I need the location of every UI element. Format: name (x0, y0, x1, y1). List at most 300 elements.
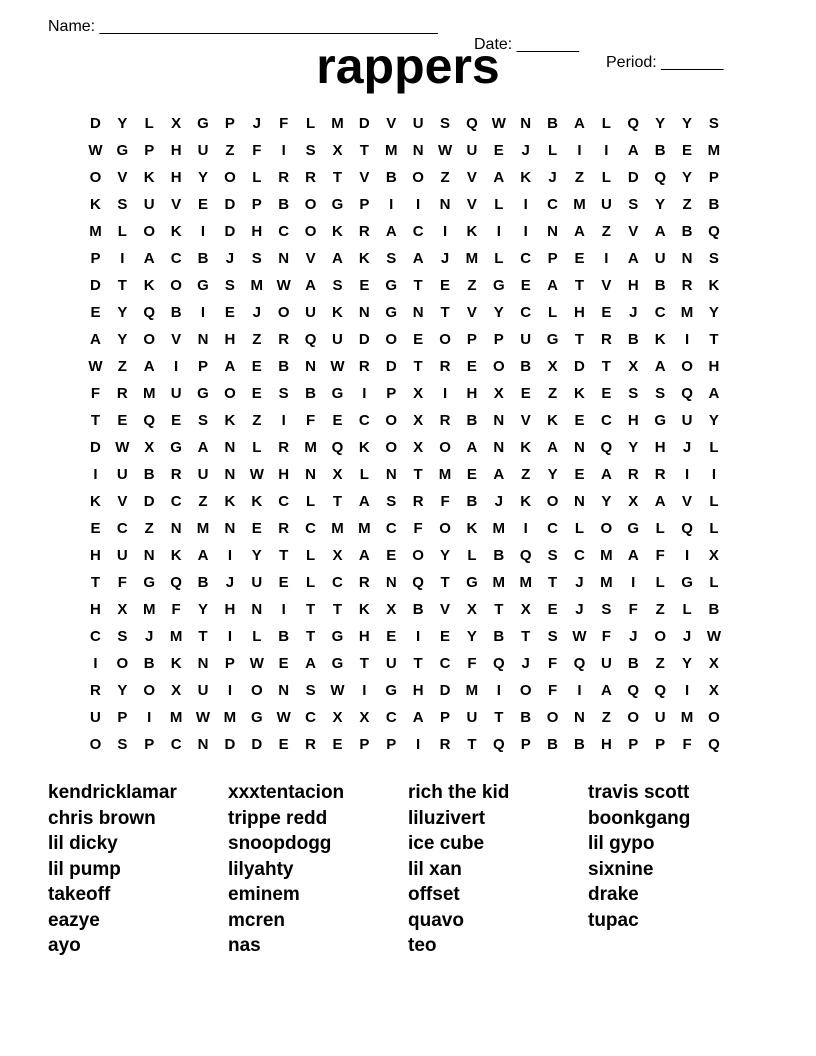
grid-letter: B (520, 709, 532, 726)
grid-letter: T (601, 358, 611, 375)
grid-letter: E (278, 655, 289, 672)
grid-letter: K (90, 196, 101, 213)
word-bank-item: quavo (408, 909, 464, 931)
grid-letter: H (412, 682, 424, 699)
grid-letter: T (332, 169, 343, 186)
grid-letter: M (680, 709, 694, 726)
grid-letter: P (251, 196, 262, 213)
grid-letter: K (170, 223, 182, 240)
grid-letter: F (601, 628, 611, 645)
grid-letter: L (494, 196, 504, 213)
grid-letter: Q (331, 439, 344, 456)
grid-letter: T (279, 547, 289, 564)
grid-letter: L (252, 439, 262, 456)
grid-letter: I (120, 250, 125, 267)
grid-letter: U (466, 709, 478, 726)
grid-letter: Z (682, 196, 692, 213)
grid-letter: B (385, 169, 397, 186)
grid-letter: R (681, 277, 693, 294)
grid-letter: H (627, 277, 639, 294)
grid-letter: D (90, 439, 101, 456)
grid-letter: A (385, 223, 397, 240)
grid-letter: M (600, 574, 613, 591)
grid-letter: Z (548, 385, 558, 402)
grid-letter: I (389, 196, 394, 213)
grid-letter: B (627, 331, 639, 348)
grid-letter: I (684, 466, 690, 483)
grid-letter: V (117, 169, 128, 186)
grid-letter: O (143, 682, 156, 699)
grid-letter: B (627, 655, 639, 672)
grid-letter: H (358, 628, 370, 645)
grid-letter: K (170, 547, 182, 564)
grid-letter: O (116, 655, 129, 672)
grid-letter: K (358, 439, 370, 456)
grid-letter: H (224, 601, 236, 618)
grid-letter: G (331, 628, 344, 645)
grid-letter: S (628, 196, 639, 213)
grid-letter: Q (708, 736, 720, 753)
grid-letter: U (520, 331, 532, 348)
grid-letter: T (494, 709, 504, 726)
grid-letter: D (143, 493, 155, 510)
grid-letter: K (90, 493, 101, 510)
grid-letter: A (90, 331, 101, 348)
grid-letter: M (707, 142, 721, 159)
grid-letter: N (547, 223, 558, 240)
word-bank-item: tupac (588, 909, 639, 931)
grid-letter: R (278, 331, 290, 348)
grid-letter: I (362, 682, 367, 699)
grid-letter: M (680, 304, 694, 321)
grid-letter: O (681, 358, 693, 375)
grid-letter: P (520, 736, 531, 753)
grid-letter: W (115, 439, 130, 456)
grid-letter: L (601, 169, 611, 186)
grid-letter: F (628, 601, 638, 618)
grid-letter: I (523, 196, 528, 213)
grid-letter: F (252, 142, 262, 159)
grid-letter: T (359, 655, 369, 672)
grid-letter: A (224, 358, 236, 375)
grid-letter: T (359, 142, 369, 159)
grid-letter: K (466, 223, 478, 240)
grid-letter: C (385, 709, 397, 726)
grid-letter: F (682, 736, 692, 753)
grid-letter: J (145, 628, 154, 645)
grid-letter: S (708, 115, 719, 132)
grid-letter: S (251, 250, 262, 267)
grid-letter: A (574, 223, 585, 240)
grid-letter: R (439, 412, 451, 429)
grid-letter: Z (144, 520, 154, 537)
grid-letter: U (412, 115, 424, 132)
grid-letter: J (252, 115, 261, 132)
grid-letter: R (439, 358, 451, 375)
grid-letter: L (682, 601, 692, 618)
grid-letter: J (521, 655, 530, 672)
grid-letter: B (708, 196, 720, 213)
grid-letter: X (332, 547, 343, 564)
grid-letter: M (465, 682, 479, 699)
grid-letter: L (709, 493, 719, 510)
grid-letter: K (358, 250, 370, 267)
grid-letter: M (331, 520, 344, 537)
grid-letter: U (385, 655, 397, 672)
grid-letter: M (519, 574, 532, 591)
grid-letter: L (359, 466, 369, 483)
grid-letter: N (170, 520, 182, 537)
grid-letter: Y (198, 601, 209, 618)
grid-letter: G (170, 439, 182, 456)
grid-letter: T (117, 277, 127, 294)
grid-letter: I (174, 358, 179, 375)
grid-letter: R (305, 169, 316, 186)
grid-letter: W (572, 628, 587, 645)
grid-letter: E (278, 574, 289, 591)
grid-letter: Y (117, 682, 128, 699)
grid-letter: U (600, 655, 612, 672)
grid-letter: D (358, 115, 370, 132)
grid-letter: P (386, 736, 397, 753)
grid-letter: K (520, 439, 532, 456)
grid-letter: K (466, 520, 478, 537)
grid-letter: M (304, 439, 317, 456)
grid-letter: G (385, 682, 398, 699)
grid-letter: U (90, 709, 101, 726)
grid-letter: I (496, 223, 501, 240)
grid-letter: U (197, 466, 209, 483)
grid-letter: W (491, 115, 506, 132)
grid-letter: A (143, 358, 155, 375)
grid-letter: L (144, 115, 154, 132)
grid-letter: P (386, 385, 397, 402)
grid-letter: Q (681, 385, 693, 402)
grid-letter: N (574, 493, 585, 510)
grid-letter: O (143, 223, 156, 240)
grid-letter: X (708, 655, 719, 672)
grid-letter: B (681, 223, 693, 240)
grid-letter: L (305, 115, 316, 132)
grid-letter: J (225, 250, 235, 267)
grid-letter: G (116, 142, 129, 159)
grid-letter: Z (198, 493, 208, 510)
grid-letter: P (359, 736, 370, 753)
grid-letter: Y (117, 331, 128, 348)
grid-letter: M (358, 520, 371, 537)
grid-letter: L (494, 250, 504, 267)
grid-letter: T (467, 736, 477, 753)
grid-letter: A (600, 682, 612, 699)
grid-letter: L (709, 574, 719, 591)
grid-letter: Y (655, 115, 666, 132)
grid-letter: P (117, 709, 128, 726)
grid-letter: X (171, 682, 182, 699)
grid-letter: L (548, 304, 558, 321)
grid-letter: U (197, 142, 209, 159)
grid-letter: K (251, 493, 263, 510)
grid-letter: R (278, 169, 290, 186)
grid-letter: L (548, 142, 558, 159)
grid-letter: S (117, 736, 128, 753)
grid-letter: S (547, 547, 558, 564)
grid-letter: X (520, 601, 531, 618)
grid-letter: E (386, 628, 397, 645)
grid-letter: J (575, 601, 584, 618)
grid-letter: B (654, 142, 666, 159)
grid-letter: Z (252, 412, 262, 429)
word-bank-item: rich the kid (408, 782, 510, 803)
grid-letter: Z (521, 466, 531, 483)
grid-letter: N (681, 250, 693, 267)
grid-letter: D (224, 196, 236, 213)
grid-letter: E (251, 385, 262, 402)
grid-letter: Y (198, 169, 209, 186)
grid-letter: E (493, 142, 504, 159)
grid-letter: N (493, 439, 505, 456)
word-bank-item: ice cube (408, 833, 485, 854)
word-bank-item: offset (408, 884, 460, 905)
grid-letter: Q (627, 115, 640, 132)
grid-letter: S (117, 628, 128, 645)
word-bank-item: lil xan (408, 858, 462, 880)
grid-letter: M (142, 601, 156, 618)
grid-letter: X (171, 115, 182, 132)
grid-letter: H (654, 439, 666, 456)
grid-letter: G (627, 520, 640, 537)
grid-letter: V (466, 196, 477, 213)
grid-letter: Z (574, 169, 585, 186)
grid-letter: E (332, 736, 343, 753)
grid-letter: X (332, 142, 343, 159)
grid-letter: I (631, 574, 636, 591)
grid-letter: X (628, 358, 639, 375)
grid-letter: P (359, 196, 370, 213)
grid-letter: Y (708, 304, 719, 321)
grid-letter: A (493, 169, 505, 186)
grid-letter: Q (654, 169, 666, 186)
grid-letter: V (628, 223, 639, 240)
grid-letter: V (117, 493, 128, 510)
grid-letter: T (305, 628, 316, 645)
grid-letter: F (117, 574, 127, 591)
grid-letter: P (440, 709, 451, 726)
grid-letter: A (547, 439, 558, 456)
word-bank-item: ayo (48, 935, 81, 956)
grid-letter: I (577, 142, 582, 159)
grid-letter: R (90, 682, 101, 699)
grid-letter: S (305, 142, 316, 159)
grid-letter: I (227, 547, 232, 564)
word-bank-item: sixnine (588, 858, 654, 880)
grid-letter: B (493, 547, 505, 564)
grid-letter: L (709, 520, 719, 537)
grid-letter: K (332, 223, 343, 240)
grid-letter: C (547, 196, 558, 213)
grid-letter: Y (682, 115, 693, 132)
grid-letter: E (90, 520, 101, 537)
grid-letter: E (224, 304, 235, 321)
grid-letter: G (197, 277, 209, 294)
grid-letter: O (250, 682, 263, 699)
grid-letter: B (654, 277, 666, 294)
grid-letter: D (439, 682, 451, 699)
grid-letter: Q (708, 223, 720, 240)
grid-letter: H (170, 142, 182, 159)
grid-letter: B (493, 628, 505, 645)
grid-letter: I (496, 682, 501, 699)
grid-letter: K (547, 412, 558, 429)
grid-letter: M (600, 547, 613, 564)
grid-letter: T (198, 628, 208, 645)
grid-letter: Z (252, 331, 262, 348)
grid-letter: A (412, 709, 424, 726)
grid-letter: N (197, 736, 209, 753)
grid-letter: U (466, 142, 478, 159)
grid-letter: Q (573, 655, 586, 672)
grid-letter: K (224, 493, 236, 510)
grid-letter: Y (655, 196, 666, 213)
grid-letter: D (251, 736, 263, 753)
grid-letter: O (546, 493, 559, 510)
grid-letter: W (330, 682, 345, 699)
grid-letter: Q (412, 574, 424, 591)
grid-letter: E (359, 277, 370, 294)
grid-letter: C (116, 520, 128, 537)
grid-letter: T (574, 277, 585, 294)
grid-letter: V (440, 601, 451, 618)
grid-letter: S (386, 250, 397, 267)
grid-letter: E (278, 736, 289, 753)
grid-letter: D (358, 331, 370, 348)
grid-letter: D (627, 169, 639, 186)
grid-letter: T (305, 601, 316, 618)
grid-letter: I (416, 628, 421, 645)
grid-letter: P (144, 142, 155, 159)
grid-letter: S (198, 412, 209, 429)
grid-letter: E (574, 250, 585, 267)
grid-letter: E (520, 385, 531, 402)
grid-letter: G (385, 304, 398, 321)
grid-letter: W (706, 628, 722, 645)
grid-letter: N (574, 439, 585, 456)
grid-letter: B (305, 385, 316, 402)
grid-letter: A (654, 358, 666, 375)
word-search-grid (82, 110, 727, 758)
grid-letter: N (278, 250, 290, 267)
grid-letter: C (170, 250, 182, 267)
grid-letter: B (708, 601, 720, 618)
grid-letter: X (332, 709, 343, 726)
grid-letter: B (143, 466, 155, 483)
grid-letter: P (198, 358, 209, 375)
word-bank-item: chris brown (48, 807, 156, 829)
grid-letter: O (600, 520, 613, 537)
grid-letter: G (197, 385, 209, 402)
grid-letter: U (170, 385, 182, 402)
grid-letter: O (304, 223, 317, 240)
grid-letter: B (143, 655, 155, 672)
word-bank-item: lil gypo (588, 833, 655, 854)
grid-letter: N (493, 412, 505, 429)
grid-letter: T (90, 574, 101, 591)
grid-letter: S (440, 115, 451, 132)
grid-letter: C (439, 655, 451, 672)
grid-letter: R (654, 466, 666, 483)
grid-letter: U (600, 196, 612, 213)
word-bank-item: trippe redd (228, 807, 328, 829)
grid-letter: N (358, 304, 370, 321)
grid-letter: H (278, 466, 290, 483)
word-bank-item: mcren (228, 909, 286, 931)
grid-letter: M (492, 574, 506, 591)
grid-letter: E (466, 358, 477, 375)
grid-letter: A (143, 250, 155, 267)
grid-letter: L (305, 547, 316, 564)
grid-letter: C (90, 628, 101, 645)
grid-letter: C (574, 547, 585, 564)
grid-letter: F (171, 601, 181, 618)
grid-letter: P (90, 250, 101, 267)
grid-letter: H (708, 358, 720, 375)
grid-letter: H (600, 736, 612, 753)
grid-letter: I (442, 385, 448, 402)
grid-letter: I (281, 601, 286, 618)
grid-letter: U (654, 250, 666, 267)
grid-letter: D (224, 736, 236, 753)
grid-letter: B (466, 493, 478, 510)
grid-letter: E (440, 628, 451, 645)
grid-letter: V (386, 115, 397, 132)
word-bank-item: travis scott (588, 782, 690, 803)
grid-letter: O (385, 439, 398, 456)
grid-letter: A (654, 493, 666, 510)
grid-letter: E (682, 142, 693, 159)
grid-letter: R (170, 466, 182, 483)
grid-letter: A (305, 655, 316, 672)
grid-letter: P (655, 736, 666, 753)
grid-letter: N (412, 142, 424, 159)
grid-letter: E (117, 412, 128, 429)
grid-letter: L (601, 115, 611, 132)
grid-letter: K (574, 385, 585, 402)
grid-letter: E (601, 304, 612, 321)
grid-letter: H (170, 169, 182, 186)
grid-letter: G (331, 196, 344, 213)
word-bank-item: xxxtentacion (228, 782, 345, 803)
grid-letter: N (197, 655, 209, 672)
grid-letter: O (546, 709, 559, 726)
grid-letter: Z (655, 601, 665, 618)
grid-letter: O (89, 736, 102, 753)
grid-letter: V (466, 304, 477, 321)
grid-letter: L (305, 574, 316, 591)
grid-letter: T (521, 628, 531, 645)
grid-letter: I (442, 223, 448, 240)
grid-letter: D (385, 358, 397, 375)
grid-letter: O (277, 304, 290, 321)
grid-letter: A (627, 547, 639, 564)
grid-letter: R (439, 736, 451, 753)
grid-letter: W (249, 655, 264, 672)
grid-letter: R (412, 493, 424, 510)
grid-letter: W (195, 709, 211, 726)
grid-letter: U (305, 304, 316, 321)
grid-letter: I (93, 466, 98, 483)
grid-letter: O (627, 709, 640, 726)
grid-letter: U (332, 331, 343, 348)
grid-letter: K (143, 277, 155, 294)
